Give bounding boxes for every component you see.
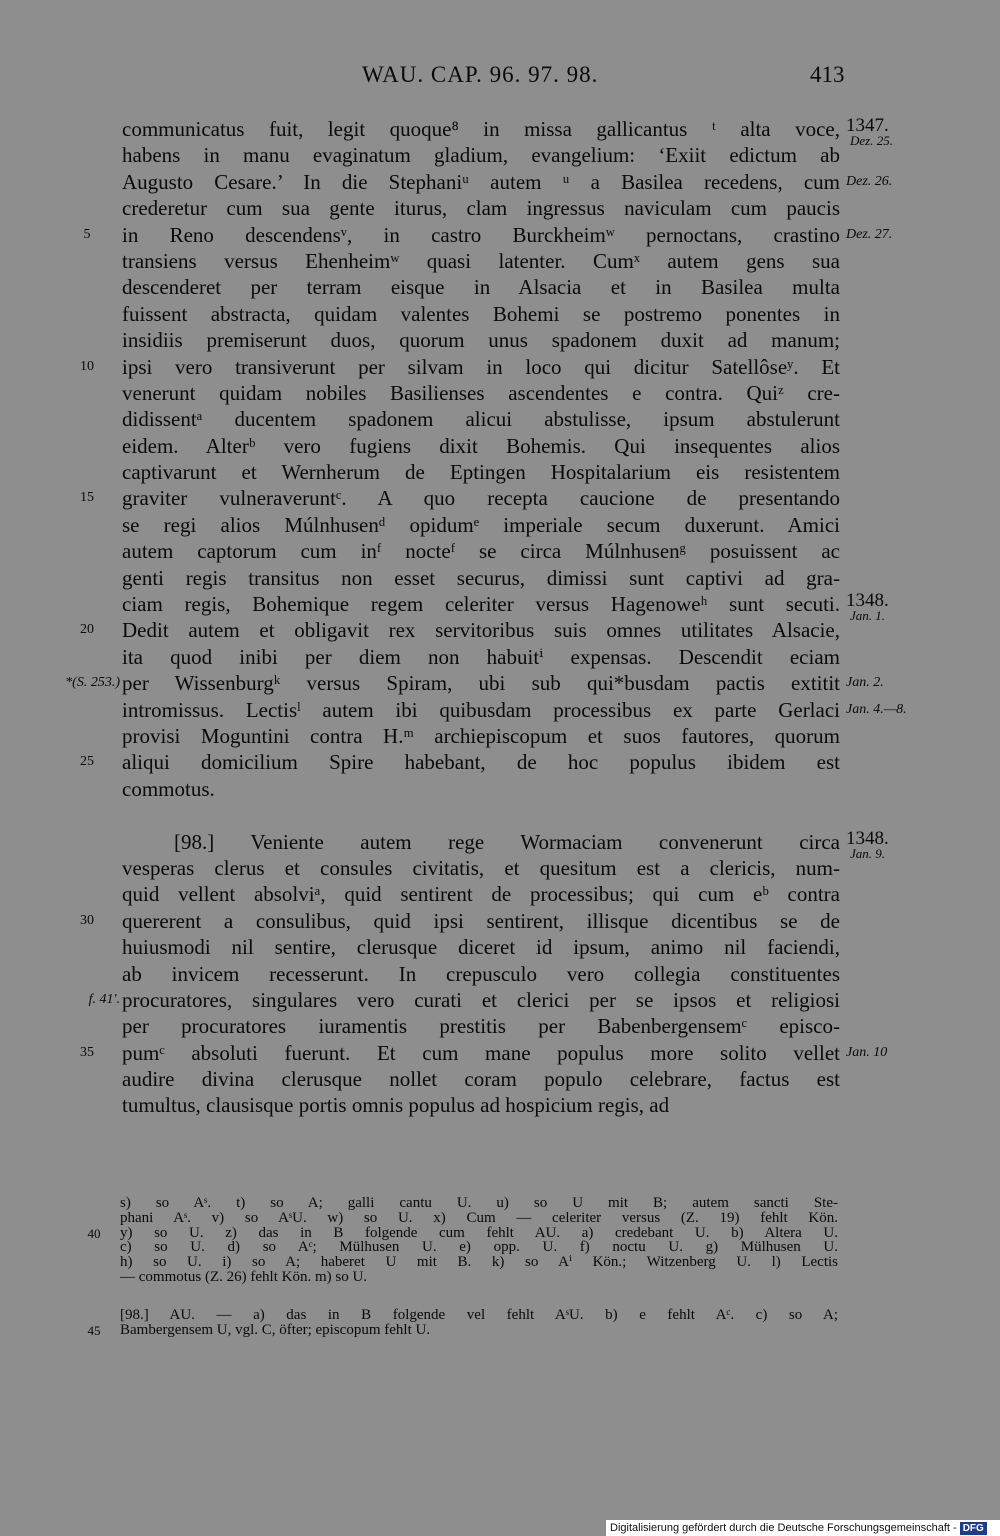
text-line [0, 301, 1000, 327]
footnote-text: phani Aˢ. v) so AˢU. w) so U. x) Cum — celeriter versus (Z. 19) fehlt Kön. [120, 1210, 838, 1226]
line-text: quererent a consulibus, quid ipsi sentirent, illisque dicentibus se de [122, 908, 840, 933]
margin-date [846, 1040, 887, 1066]
line-text: venerunt quidam nobiles Basilienses ascendentes e contra. Quiᶻ cre- [122, 380, 840, 405]
text-line [0, 749, 1000, 775]
line-text: crederetur cum sua gente iturus, clam ingressus naviculam cum paucis [122, 196, 840, 221]
footnote-line [0, 1308, 1000, 1323]
text-line [0, 248, 1000, 274]
text-line [0, 195, 1000, 221]
text-line [0, 776, 1000, 802]
line-text: ipsi vero transiverunt per silvam in loco qui dicitur Satellôseʸ. Et [122, 354, 840, 379]
line-text: intromissus. Lectisˡ autem ibi quibusdam processibus ex parte Gerlaci [122, 697, 840, 722]
margin-date [846, 670, 884, 696]
page-number: 413 [810, 62, 845, 87]
text-line [0, 169, 1000, 195]
text-line [0, 222, 1000, 248]
line-text: autem captorum cum inᶠ nocteᶠ se circa Múlnhusenᵍ posuissent ac [122, 539, 840, 564]
margin-date-main: Dez. 27. [846, 226, 893, 242]
margin-date-main: Jan. 10 [846, 1044, 888, 1060]
text-line [0, 512, 1000, 538]
line-text: fuissent abstracta, quidam valentes Bohemi se postremo ponentes in [122, 301, 840, 326]
line-text: per procuratores iuramentis prestitis per Babenbergensemᶜ episco- [122, 1014, 840, 1039]
footnote-text: s) so Aˢ. t) so A; galli cantu U. u) so U mit B; autem sancti Ste- [120, 1196, 838, 1211]
text-line [0, 459, 1000, 485]
text-line [0, 617, 1000, 643]
text-line [0, 697, 1000, 723]
text-line [0, 802, 1000, 828]
text-line [0, 274, 1000, 300]
footnote-line [0, 1323, 1000, 1338]
margin-date-main: 1348. [846, 827, 889, 849]
text-line [0, 485, 1000, 511]
text-line [0, 961, 1000, 987]
line-text: se regi alios Múlnhusenᵈ opidumᵉ imperiale secum duxerunt. Amici [122, 512, 840, 537]
line-text: communicatus fuit, legit quoque⁸ in missa gallicantus ᵗ alta voce, [122, 117, 840, 141]
line-text: eidem. Alterᵇ vero fugiens dixit Bohemis. Qui insequentes alios [122, 433, 840, 458]
line-number: 20 [80, 622, 94, 638]
text-line [0, 1040, 1000, 1066]
line-text: habens in manu evaginatum gladium, evangelium: ‘Exiit edictum ab [122, 143, 840, 168]
line-text: ita quod inibi per diem non habuitⁱ expensas. Descendit eciam [122, 644, 840, 669]
margin-date [846, 169, 892, 195]
text-line [0, 115, 1000, 148]
footnote-line [0, 1196, 1000, 1211]
line-text: [98.] Veniente autem rege Wormaciam convenerunt circa [174, 829, 840, 854]
line-text: Augusto Cesare.’ In die Stephaniᵘ autem ᵘ a Basilea recedens, cum [122, 169, 840, 194]
footnote-text: Bambergensem U, vgl. C, öfter; episcopum fehlt U. [120, 1322, 431, 1338]
footnote-text: — commotus (Z. 26) fehlt Kön. m) so U. [120, 1269, 368, 1285]
line-text: transiens versus Ehenheimʷ quasi latenter. Cumˣ autem gens sua [122, 248, 840, 273]
text-line [0, 881, 1000, 907]
line-text: Dedit autem et obligavit rex servitoribus suis omnes utilitates Alsacie, [122, 618, 840, 643]
footnote-text: y) so U. z) das in B folgende cum fehlt AU. a) credebant U. b) Altera U. [120, 1225, 838, 1241]
text-line [0, 590, 1000, 624]
line-text: pumᶜ absoluti fuerunt. Et cum mane populus more solito vellet [122, 1040, 840, 1065]
line-text: procuratores, singulares vero curati et clerici per se ipsos et religiosi [122, 987, 840, 1012]
text-line [0, 723, 1000, 749]
footnote-line [0, 1211, 1000, 1226]
text-line [0, 670, 1000, 696]
dfg-credit-bar [606, 1520, 1000, 1536]
margin-date-main: 1348. [846, 590, 889, 612]
text-line [0, 380, 1000, 406]
margin-reference: *(S. 253.) [65, 675, 120, 691]
dfg-logo: DFG [960, 1522, 987, 1535]
line-number: 45 [87, 1322, 101, 1338]
text-line [0, 1066, 1000, 1092]
margin-date [846, 222, 892, 248]
line-number: 5 [83, 226, 91, 242]
line-number: 25 [80, 754, 94, 770]
page-header [0, 62, 1000, 96]
line-text: graviter vulneraveruntᶜ. A quo recepta caucione de presentando [122, 486, 840, 511]
text-line [0, 538, 1000, 564]
text-line [0, 827, 1000, 861]
margin-reference: f. 41'. [88, 991, 120, 1007]
footnote-line [0, 1240, 1000, 1255]
footnote-text: c) so U. d) so Aᶜ; Mülhusen U. e) opp. U. f) noctu U. g) Mülhusen U. [120, 1240, 838, 1256]
line-text: tumultus, clausisque portis omnis populus ad hospicium regis, ad [122, 1093, 670, 1118]
main-text [0, 116, 1000, 1119]
text-line [0, 565, 1000, 591]
line-text: vesperas clerus et consules civitatis, et quesitum est a clericis, num- [122, 855, 840, 880]
text-line [0, 644, 1000, 670]
line-text: didissentᵃ ducentem spadonem alicui abstulisse, ipsum abstulerunt [122, 407, 840, 432]
line-text: ciam regis, Bohemique regem celeriter versus Hagenoweʰ sunt secuti. [122, 592, 840, 617]
line-text: ab invicem recesserunt. In crepusculo vero collegia constituentes [122, 961, 840, 986]
running-title: WAU. CAP. 96. 97. 98. [362, 62, 599, 87]
text-line [0, 327, 1000, 353]
line-text: genti regis transitus non esset securus, dimissi sunt captivi ad gra- [122, 565, 840, 590]
text-line [0, 855, 1000, 881]
footnote-text: h) so U. i) so A; haberet U mit B. k) so Aⁱ Kön.; Witzenberg U. l) Lectis [120, 1255, 838, 1271]
footnotes-chapter-98 [0, 1308, 1000, 1338]
text-line [0, 1092, 1000, 1118]
text-line [0, 142, 1000, 168]
text-line [0, 433, 1000, 459]
line-number: 35 [80, 1044, 94, 1060]
text-line [0, 1013, 1000, 1039]
line-text: descenderet per terram eisque in Alsacia et in Basilea multa [122, 275, 840, 300]
margin-date-main: Jan. 4.—8. [846, 701, 907, 717]
margin-date-main: 1347. [846, 115, 889, 136]
line-number: 30 [80, 912, 94, 928]
text-line [0, 406, 1000, 432]
line-text: captivarunt et Wernherum de Eptingen Hospitalarium eis resistentem [122, 460, 840, 485]
text-line [0, 354, 1000, 380]
footnote-line [0, 1270, 1000, 1285]
line-number: 10 [80, 358, 94, 374]
margin-date [846, 697, 907, 723]
footnote-line [0, 1255, 1000, 1270]
footnote-line [0, 1226, 1000, 1241]
text-line [0, 908, 1000, 934]
footnote-text: [98.] AU. — a) das in B folgende vel fehlt AˢU. b) e fehlt Aᶜ. c) so A; [120, 1308, 838, 1323]
line-text: provisi Moguntini contra H.ᵐ archiepiscopum et suos fautores, quorum [122, 723, 840, 748]
footnotes-apparatus [0, 1196, 1000, 1285]
margin-date-main: Dez. 26. [846, 173, 893, 189]
line-text: quid vellent absolviᵃ, quid sentirent de processibus; qui cum eᵇ contra [122, 882, 840, 907]
margin-date-sub: Jan. 1. [850, 608, 886, 624]
line-text: insidiis premiserunt duos, quorum unus spadonem duxit ad manum; [122, 328, 840, 353]
margin-date-main: Jan. 2. [846, 675, 884, 691]
line-text: in Reno descendensᵛ, in castro Burckheimʷ pernoctans, crastino [122, 222, 840, 247]
margin-date-sub: Jan. 9. [850, 845, 886, 861]
text-line [0, 987, 1000, 1013]
line-text: huiusmodi nil sentire, clerusque diceret id ipsum, animo nil faciendi, [122, 935, 840, 960]
line-number: 15 [80, 490, 94, 506]
line-text: audire divina clerusque nollet coram populo celebrare, factus est [122, 1067, 840, 1092]
text-line [0, 934, 1000, 960]
line-text: commotus. [122, 776, 215, 801]
line-text: aliqui domicilium Spire habebant, de hoc populus ibidem est [122, 750, 840, 775]
line-number: 40 [87, 1225, 101, 1241]
line-text: per Wissenburgᵏ versus Spiram, ubi sub qui*busdam pactis extitit [122, 671, 840, 696]
margin-date-sub: Dez. 25. [850, 133, 893, 148]
dfg-credit-text: Digitalisierung gefördert durch die Deutsche Forschungsgemeinschaft - [610, 1522, 957, 1534]
